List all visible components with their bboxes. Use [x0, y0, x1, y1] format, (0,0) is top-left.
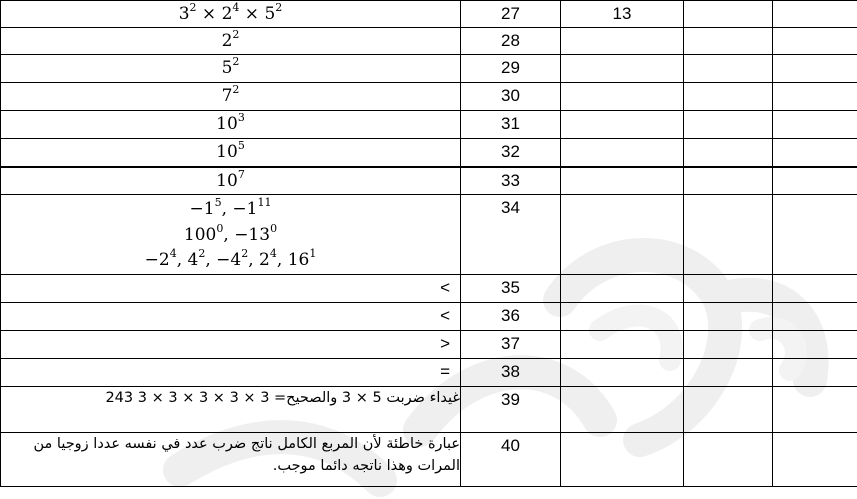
math-operator: ,: [176, 250, 188, 270]
table-row: [1, 275, 857, 303]
math-line: [1, 168, 460, 194]
question-number: 31: [461, 111, 561, 139]
table-row: [1, 55, 857, 83]
empty-cell: [773, 111, 857, 139]
empty-cell: [773, 303, 857, 331]
empty-cell: [684, 55, 773, 83]
power-exponent: 2: [198, 247, 206, 260]
empty-cell: [684, 83, 773, 111]
power-base: 2: [221, 31, 233, 51]
power-exponent: 1: [309, 247, 317, 260]
empty-cell: [773, 195, 857, 275]
power-base: 16: [287, 250, 310, 270]
math-operator: ×: [239, 4, 265, 24]
power-base: 10: [216, 114, 238, 134]
power-base: 10: [216, 170, 238, 191]
value-cell: [561, 331, 684, 359]
power-base: −4: [216, 250, 242, 270]
answer-cell: [1, 1, 461, 28]
power-exponent: 2: [232, 83, 240, 96]
math-operator: ×: [196, 4, 222, 24]
empty-cell: [684, 28, 773, 55]
table-row: [1, 331, 857, 359]
empty-cell: [773, 433, 857, 487]
answer-cell: [1, 139, 461, 167]
empty-cell: [684, 139, 773, 167]
power-base: 5: [264, 4, 276, 24]
power-base: 5: [221, 58, 233, 78]
question-number: 27: [461, 1, 561, 28]
value-cell: [561, 433, 684, 487]
power-exponent: 7: [237, 167, 245, 181]
answer-cell: [1, 55, 461, 83]
math-line: [1, 83, 460, 109]
answer-cell: عبارة خاطئة لأن المربع الكامل ناتج ضرب عدد في نفسه عددا زوجيا من المرات وهذا ناتجه دائما موجب.: [1, 433, 461, 487]
power-base: 2: [221, 4, 233, 24]
question-number: 35: [461, 275, 561, 303]
power-exponent: 4: [169, 247, 177, 260]
power-base: 4: [187, 250, 199, 270]
empty-cell: [773, 359, 857, 387]
table-row: [1, 195, 857, 275]
empty-cell: [773, 331, 857, 359]
question-number: 34: [461, 195, 561, 275]
empty-cell: [684, 387, 773, 433]
math-line: [1, 28, 460, 54]
power-exponent: 4: [269, 247, 277, 260]
empty-cell: [773, 55, 857, 83]
math-line: [1, 223, 460, 249]
answer-cell: [1, 195, 461, 275]
power-exponent: 11: [257, 196, 272, 209]
power-base: 7: [221, 86, 233, 106]
math-operator: ,: [223, 224, 235, 245]
empty-cell: [773, 387, 857, 433]
math-line: [1, 197, 460, 223]
value-cell: [561, 195, 684, 275]
empty-cell: [684, 359, 773, 387]
question-number: 28: [461, 28, 561, 55]
table-row: [1, 83, 857, 111]
question-number: 36: [461, 303, 561, 331]
value-cell: 13: [561, 1, 684, 28]
power-exponent: 3: [237, 111, 245, 124]
value-cell: [561, 55, 684, 83]
table-row: [1, 167, 857, 195]
power-exponent: 0: [216, 221, 224, 235]
answer-cell: [1, 28, 461, 55]
question-number: 33: [461, 167, 561, 195]
power-exponent: 5: [214, 196, 222, 209]
math-line: [1, 248, 460, 274]
power-base: −2: [144, 250, 170, 270]
value-cell: [561, 28, 684, 55]
value-cell: [561, 359, 684, 387]
table-row: [1, 139, 857, 167]
answer-cell: [1, 111, 461, 139]
table-row: [1, 28, 857, 55]
empty-cell: [684, 275, 773, 303]
power-exponent: 5: [237, 139, 245, 152]
table-row: [1, 303, 857, 331]
power-exponent: 0: [270, 221, 278, 235]
power-base: −13: [234, 224, 271, 245]
math-line: [1, 139, 460, 165]
empty-cell: [684, 331, 773, 359]
math-line: [1, 55, 460, 81]
empty-cell: [773, 275, 857, 303]
empty-cell: [773, 83, 857, 111]
empty-cell: [684, 195, 773, 275]
value-cell: [561, 275, 684, 303]
question-number: 32: [461, 139, 561, 167]
empty-cell: [684, 303, 773, 331]
math-line: [1, 111, 460, 137]
question-number: 29: [461, 55, 561, 83]
value-cell: [561, 167, 684, 195]
power-base: 3: [178, 4, 190, 24]
power-base: −1: [189, 199, 215, 219]
power-exponent: 4: [232, 1, 240, 14]
answer-cell: [1, 167, 461, 195]
power-exponent: 2: [275, 1, 283, 14]
table-row: [1, 111, 857, 139]
answer-cell: <: [1, 303, 461, 331]
answer-cell: غيداء ضربت 5 × 3 والصحيح= 3 × 3 × 3 × 3 × 3 243: [1, 387, 461, 433]
empty-cell: [773, 28, 857, 55]
power-exponent: 2: [232, 55, 240, 68]
empty-cell: [684, 1, 773, 28]
math-line: [1, 1, 460, 27]
empty-cell: [684, 433, 773, 487]
math-operator: ,: [248, 250, 260, 270]
power-base: 2: [259, 250, 270, 270]
power-exponent: 2: [189, 1, 197, 14]
value-cell: [561, 83, 684, 111]
value-cell: [561, 139, 684, 167]
table-row: [1, 387, 857, 433]
power-exponent: 2: [232, 28, 240, 41]
value-cell: [561, 303, 684, 331]
math-operator: ,: [276, 250, 288, 270]
table-row: [1, 1, 857, 28]
answer-table-body: [1, 1, 857, 487]
table-row: [1, 433, 857, 487]
power-exponent: 2: [241, 247, 249, 260]
power-base: −1: [232, 199, 258, 219]
answer-cell: =: [1, 359, 461, 387]
math-operator: ,: [205, 250, 217, 270]
value-cell: [561, 111, 684, 139]
question-number: 39: [461, 387, 561, 433]
table-row: [1, 359, 857, 387]
empty-cell: [773, 167, 857, 195]
power-base: 100: [183, 224, 217, 245]
math-operator: ,: [221, 199, 233, 219]
question-number: 30: [461, 83, 561, 111]
question-number: 38: [461, 359, 561, 387]
empty-cell: [773, 1, 857, 28]
empty-cell: [684, 111, 773, 139]
power-base: 10: [216, 142, 238, 162]
answer-cell: [1, 83, 461, 111]
question-number: 40: [461, 433, 561, 487]
empty-cell: [773, 139, 857, 167]
empty-cell: [684, 167, 773, 195]
answer-cell: <: [1, 275, 461, 303]
value-cell: [561, 387, 684, 433]
answer-cell: >: [1, 331, 461, 359]
question-number: 37: [461, 331, 561, 359]
